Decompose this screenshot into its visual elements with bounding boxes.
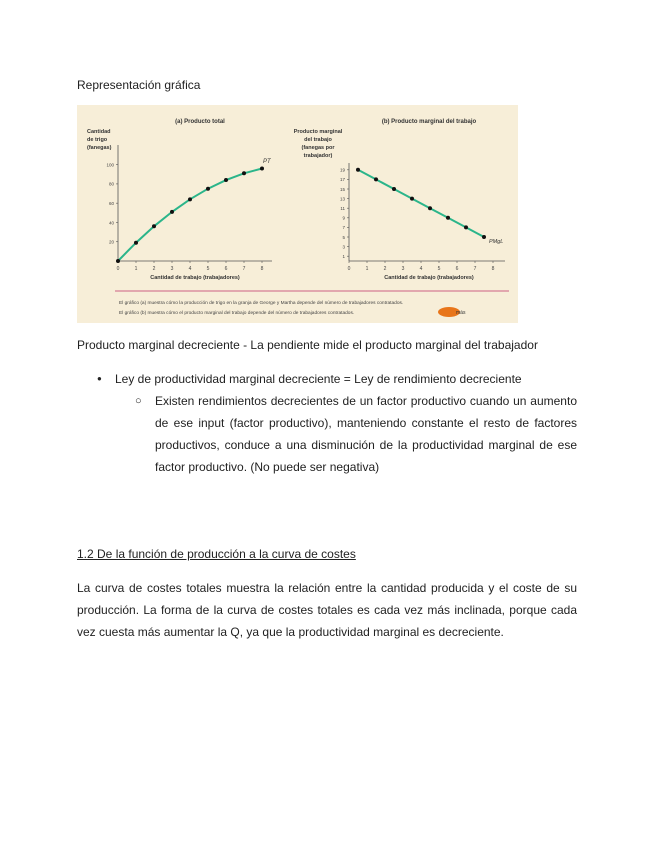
bullet-item: ● Ley de productividad marginal decreciente = Ley de rendimiento decreciente [77,368,577,390]
panel-b-xtick-label: 0 [347,266,351,272]
section-heading: Representación gráfica [77,78,201,92]
panel-b-ytick-label: 3 [342,244,345,250]
panel-a-xtick-label: 5 [206,266,210,272]
panel-a-ytick-label: 40 [108,220,114,226]
panel-a-data-point [242,171,246,175]
panel-b-ytick-label: 17 [339,177,345,183]
panel-b-data-point [464,225,468,229]
panel-b-data-point [482,235,486,239]
pmgl-curve-label: PMgL [489,239,504,245]
panel-b-data-point [392,187,396,191]
panel-b-ylabel-4: trabajador) [303,153,333,159]
panel-a-data-point [224,178,228,182]
panel-b-data-point [446,216,450,220]
panel-b-xtick-label: 1 [365,266,369,272]
panel-a-data-point [134,241,138,245]
panel-b-ytick-label: 7 [342,225,345,231]
panel-b-data-point [428,206,432,210]
subbullet-marker: ○ [135,395,142,407]
panel-a-ylabel-1: Cantidad [87,129,111,135]
panel-a-title: (a) Producto total [175,119,225,125]
subbullet-item [135,390,577,478]
panel-a-data-point [116,259,120,263]
panel-b-ytick-label: 13 [339,196,345,202]
pt-curve-label: PT [263,159,271,165]
panel-b-data-point [374,177,378,181]
caption-line-1: El gráfico (a) muestra cómo la producción de trigo en la granja de George y Martha depende del número de trabajadores contratados. [119,301,404,306]
panel-a-ytick-label: 20 [108,239,114,245]
panel-a-xtick-label: 3 [170,266,174,272]
panel-b-ytick-label: 5 [342,234,345,240]
panel-a-axes [118,145,272,261]
panel-a-data-point [170,210,174,214]
panel-b-ylabel-2: del trabajo [304,137,332,143]
section-heading-costs: 1.2 De la función de producción a la curva de costes [77,547,356,561]
panel-b-xlabel: Cantidad de trabajo (trabajadores) [384,275,474,281]
panel-a-xtick-label: 8 [260,266,264,272]
panel-a-ylabel-3: (fanegas) [87,145,112,151]
more-badge-label[interactable]: más [456,310,466,316]
bullet-list [77,368,577,478]
panel-b-xtick-label: 4 [419,266,423,272]
panel-b-xtick-label: 6 [455,266,459,272]
panel-a-xtick-label: 4 [188,266,192,272]
panel-a-pt-curve [118,169,262,262]
caption-line-2: El gráfico (b) muestra cómo el producto marginal del trabajo depende del número de trabajadores contratados. [119,311,355,316]
panel-b-ytick-label: 19 [339,167,345,173]
panel-a-data-point [152,224,156,228]
panel-a-ytick-label: 80 [108,181,114,187]
more-badge[interactable] [438,307,466,317]
production-figure [77,105,518,323]
panel-b-xtick-label: 5 [437,266,441,272]
panel-a-xtick-label: 0 [116,266,120,272]
panel-a-ytick-label: 60 [108,200,114,206]
panel-a-xlabel: Cantidad de trabajo (trabajadores) [150,275,240,281]
panel-a-xtick-label: 2 [152,266,156,272]
panel-b-ytick-label: 9 [342,215,345,221]
panel-b-data-point [410,197,414,201]
panel-a-ylabel-2: de trigo [87,137,108,143]
subbullet-text: Existen rendimientos decrecientes de un factor productivo cuando un aumento de ese input (factor productivo), manteniendo constante el resto de factores productivos, conduce a una disminución de la productividad marginal de ese factor productivo. (No puede ser negativa) [155,394,577,474]
body-paragraph: La curva de costes totales muestra la relación entre la cantidad producida y el coste de su producción. La forma de la curva de costes totales es cada vez más inclinada, porque cada vez cuesta más aumentar la Q, ya que la productividad marginal es decreciente. [77,581,577,639]
panel-b-ytick-label: 15 [339,186,345,192]
panel-b-title: (b) Producto marginal del trabajo [381,119,477,125]
panel-b-data-point [356,168,360,172]
panel-a-ytick-label: 100 [106,162,114,168]
panel-a-xtick-label: 1 [134,266,138,272]
panel-b-xtick-label: 8 [491,266,495,272]
panel-a-xtick-label: 6 [224,266,228,272]
panel-a-data-point [206,187,210,191]
figure-svg [77,105,518,323]
panel-b-ytick-label: 1 [342,254,345,259]
panel-a-data-point [260,166,264,170]
subtitle: Producto marginal decreciente - La pendiente mide el producto marginal del trabajador [77,338,538,352]
panel-a-data-point [188,197,192,201]
panel-a-xtick-label: 7 [242,266,246,272]
panel-b-ylabel-1: Producto marginal [293,129,343,135]
panel-b-xtick-label: 3 [401,266,405,272]
panel-b-ylabel-3: (fanegas por [301,145,335,151]
panel-b-xtick-label: 7 [473,266,477,272]
panel-b-ytick-label: 11 [340,206,345,211]
panel-b-xtick-label: 2 [383,266,387,272]
